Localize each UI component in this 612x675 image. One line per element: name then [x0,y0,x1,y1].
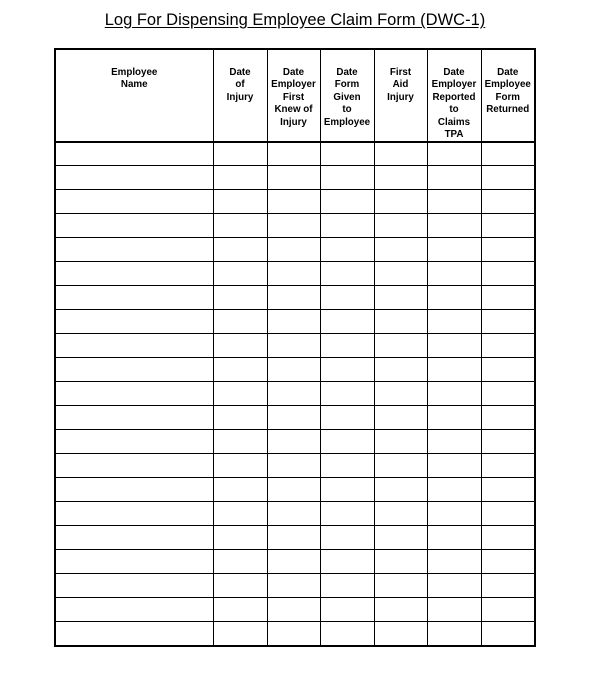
cell-date-employer-knew[interactable] [267,598,320,622]
cell-date-reported-tpa[interactable] [427,238,481,262]
cell-date-of-injury[interactable] [213,214,267,238]
page-title: Log For Dispensing Employee Claim Form (DWC-1) [104,11,486,29]
cell-employee-name[interactable] [55,574,213,598]
table-row [55,454,535,478]
table-row [55,358,535,382]
column-header-line: Employee [323,116,371,128]
table-row [55,622,535,647]
cell-first-aid-injury[interactable] [374,358,427,382]
table-row [55,142,535,166]
cell-date-employer-knew[interactable] [267,262,320,286]
cell-employee-name[interactable] [55,526,213,550]
column-header-first-aid-injury [374,49,427,142]
cell-first-aid-injury[interactable] [374,526,427,550]
cell-date-form-given[interactable] [320,214,374,238]
column-header-employee-name [55,49,213,142]
cell-date-reported-tpa[interactable] [427,502,481,526]
cell-date-reported-tpa[interactable] [427,334,481,358]
table-row [55,526,535,550]
claim-log-table [54,48,536,647]
cell-first-aid-injury[interactable] [374,454,427,478]
cell-first-aid-injury[interactable] [374,166,427,190]
cell-date-form-returned[interactable] [481,166,535,190]
cell-date-reported-tpa[interactable] [427,526,481,550]
cell-date-employer-knew[interactable] [267,382,320,406]
cell-date-reported-tpa[interactable] [427,214,481,238]
cell-first-aid-injury[interactable] [374,286,427,310]
cell-date-reported-tpa[interactable] [427,310,481,334]
cell-date-form-returned[interactable] [481,430,535,454]
cell-date-employer-knew[interactable] [267,190,320,214]
cell-employee-name[interactable] [55,238,213,262]
cell-date-form-returned[interactable] [481,574,535,598]
cell-date-form-given[interactable] [320,166,374,190]
cell-employee-name[interactable] [55,142,213,166]
cell-date-form-returned[interactable] [481,262,535,286]
cell-date-employer-knew[interactable] [267,166,320,190]
cell-employee-name[interactable] [55,214,213,238]
column-header-line: of [235,79,245,91]
cell-date-form-given[interactable] [320,550,374,574]
cell-date-form-given[interactable] [320,574,374,598]
cell-date-of-injury[interactable] [213,622,267,647]
cell-date-of-injury[interactable] [213,286,267,310]
cell-date-reported-tpa[interactable] [427,166,481,190]
column-header-date-reported-tpa [427,49,481,142]
cell-date-employer-knew[interactable] [267,574,320,598]
column-header-line: Claims [437,116,471,128]
cell-date-form-returned[interactable] [481,478,535,502]
cell-employee-name[interactable] [55,286,213,310]
cell-first-aid-injury[interactable] [374,478,427,502]
cell-first-aid-injury[interactable] [374,502,427,526]
cell-date-of-injury[interactable] [213,454,267,478]
cell-first-aid-injury[interactable] [374,142,427,166]
cell-date-reported-tpa[interactable] [427,454,481,478]
cell-date-of-injury[interactable] [213,238,267,262]
cell-first-aid-injury[interactable] [374,262,427,286]
cell-date-form-returned[interactable] [481,238,535,262]
cell-date-of-injury[interactable] [213,358,267,382]
cell-date-form-given[interactable] [320,502,374,526]
column-header-line: Employer [271,79,316,91]
table-row [55,478,535,502]
column-header-line: Date [443,67,465,78]
cell-date-employer-knew[interactable] [267,454,320,478]
table-row [55,502,535,526]
column-header-line: Name [120,79,148,91]
cell-date-form-returned[interactable] [481,526,535,550]
cell-date-reported-tpa[interactable] [427,598,481,622]
log-body [55,142,535,646]
cell-employee-name[interactable] [55,406,213,430]
cell-date-of-injury[interactable] [213,382,267,406]
column-header-line: Date [229,67,251,78]
table-row [55,574,535,598]
cell-first-aid-injury[interactable] [374,550,427,574]
table-row [55,550,535,574]
cell-date-reported-tpa[interactable] [427,142,481,166]
cell-employee-name[interactable] [55,310,213,334]
cell-first-aid-injury[interactable] [374,574,427,598]
cell-date-of-injury[interactable] [213,598,267,622]
cell-employee-name[interactable] [55,430,213,454]
cell-date-form-given[interactable] [320,478,374,502]
cell-employee-name[interactable] [55,550,213,574]
column-header-line: Given [333,91,361,103]
cell-employee-name[interactable] [55,598,213,622]
table-row [55,214,535,238]
table-row [55,190,535,214]
table-row [55,310,535,334]
cell-date-form-returned[interactable] [481,310,535,334]
cell-first-aid-injury[interactable] [374,214,427,238]
cell-first-aid-injury[interactable] [374,190,427,214]
cell-employee-name[interactable] [55,382,213,406]
cell-date-employer-knew[interactable] [267,430,320,454]
cell-date-form-returned[interactable] [481,622,535,647]
cell-date-form-given[interactable] [320,238,374,262]
cell-employee-name[interactable] [55,358,213,382]
cell-employee-name[interactable] [55,454,213,478]
cell-date-form-returned[interactable] [481,502,535,526]
cell-date-form-given[interactable] [320,382,374,406]
cell-first-aid-injury[interactable] [374,598,427,622]
cell-first-aid-injury[interactable] [374,382,427,406]
cell-date-employer-knew[interactable] [267,478,320,502]
cell-date-employer-knew[interactable] [267,214,320,238]
cell-employee-name[interactable] [55,334,213,358]
table-row [55,598,535,622]
cell-date-form-given[interactable] [320,622,374,647]
column-header-line: Date [282,67,305,78]
cell-employee-name[interactable] [55,622,213,647]
cell-date-form-returned[interactable] [481,598,535,622]
cell-date-form-given[interactable] [320,262,374,286]
cell-date-form-given[interactable] [320,334,374,358]
cell-date-form-given[interactable] [320,430,374,454]
cell-date-employer-knew[interactable] [267,142,320,166]
cell-date-reported-tpa[interactable] [427,190,481,214]
cell-date-form-returned[interactable] [481,334,535,358]
cell-date-reported-tpa[interactable] [427,358,481,382]
cell-date-form-given[interactable] [320,142,374,166]
cell-date-of-injury[interactable] [213,166,267,190]
cell-date-employer-knew[interactable] [267,238,320,262]
table-row [55,238,535,262]
column-header-line: Employer [431,79,477,91]
table-row [55,334,535,358]
cell-date-reported-tpa[interactable] [427,430,481,454]
table-row [55,286,535,310]
header-row [55,49,535,142]
column-header-line: TPA [444,129,464,141]
cell-employee-name[interactable] [55,478,213,502]
cell-employee-name[interactable] [55,190,213,214]
cell-first-aid-injury[interactable] [374,430,427,454]
cell-date-form-returned[interactable] [481,214,535,238]
cell-date-form-returned[interactable] [481,190,535,214]
column-header-date-employer-knew [267,49,320,142]
cell-date-employer-knew[interactable] [267,334,320,358]
cell-date-form-returned[interactable] [481,550,535,574]
table-row [55,430,535,454]
table-row [55,382,535,406]
column-header-line: Returned [486,104,530,116]
column-header-date-form-returned [481,49,535,142]
column-header-line: Employee [111,67,158,78]
cell-date-reported-tpa[interactable] [427,382,481,406]
cell-date-form-given[interactable] [320,454,374,478]
cell-date-form-given[interactable] [320,286,374,310]
cell-date-form-given[interactable] [320,598,374,622]
cell-first-aid-injury[interactable] [374,310,427,334]
cell-date-employer-knew[interactable] [267,622,320,647]
cell-first-aid-injury[interactable] [374,334,427,358]
cell-date-of-injury[interactable] [213,262,267,286]
cell-date-reported-tpa[interactable] [427,286,481,310]
table-row [55,406,535,430]
column-header-line: Injury [280,116,307,128]
cell-first-aid-injury[interactable] [374,238,427,262]
column-header-line: First [389,67,412,78]
cell-date-of-injury[interactable] [213,574,267,598]
cell-first-aid-injury[interactable] [374,622,427,647]
column-header-line: to [342,104,352,116]
column-header-line: First [282,91,305,103]
cell-employee-name[interactable] [55,166,213,190]
cell-date-form-given[interactable] [320,406,374,430]
column-header-line: Form [334,79,360,91]
cell-first-aid-injury[interactable] [374,406,427,430]
cell-date-form-returned[interactable] [481,406,535,430]
cell-date-reported-tpa[interactable] [427,478,481,502]
cell-date-of-injury[interactable] [213,526,267,550]
cell-date-of-injury[interactable] [213,430,267,454]
cell-date-of-injury[interactable] [213,334,267,358]
cell-date-of-injury[interactable] [213,310,267,334]
column-header-line: Injury [387,91,414,103]
cell-date-of-injury[interactable] [213,550,267,574]
cell-date-of-injury[interactable] [213,142,267,166]
column-header-date-form-given [320,49,374,142]
cell-date-employer-knew[interactable] [267,358,320,382]
cell-date-form-returned[interactable] [481,286,535,310]
cell-date-employer-knew[interactable] [267,550,320,574]
cell-date-reported-tpa[interactable] [427,406,481,430]
cell-date-employer-knew[interactable] [267,286,320,310]
cell-date-form-returned[interactable] [481,382,535,406]
column-header-line: Reported [432,91,476,103]
column-header-line: Date [336,67,358,78]
column-header-line: Aid [392,79,409,91]
column-header-date-of-injury [213,49,267,142]
cell-employee-name[interactable] [55,502,213,526]
cell-date-reported-tpa[interactable] [427,262,481,286]
column-header-line: Date [497,67,519,78]
column-header-line: Form [495,91,520,103]
cell-date-of-injury[interactable] [213,502,267,526]
column-header-line: Injury [226,91,254,103]
cell-date-form-returned[interactable] [481,454,535,478]
column-header-line: to [449,104,459,116]
cell-date-of-injury[interactable] [213,190,267,214]
cell-date-employer-knew[interactable] [267,310,320,334]
cell-date-form-returned[interactable] [481,358,535,382]
cell-date-reported-tpa[interactable] [427,622,481,647]
table-row [55,166,535,190]
cell-date-of-injury[interactable] [213,406,267,430]
cell-date-form-given[interactable] [320,358,374,382]
cell-date-employer-knew[interactable] [267,406,320,430]
cell-date-form-returned[interactable] [481,142,535,166]
cell-date-reported-tpa[interactable] [427,550,481,574]
cell-date-employer-knew[interactable] [267,526,320,550]
cell-date-employer-knew[interactable] [267,502,320,526]
column-header-line: Knew of [274,104,313,116]
cell-date-form-given[interactable] [320,310,374,334]
cell-date-reported-tpa[interactable] [427,574,481,598]
column-header-line: Employee [484,79,531,91]
cell-employee-name[interactable] [55,262,213,286]
cell-date-form-given[interactable] [320,190,374,214]
cell-date-of-injury[interactable] [213,478,267,502]
table-row [55,262,535,286]
cell-date-form-given[interactable] [320,526,374,550]
